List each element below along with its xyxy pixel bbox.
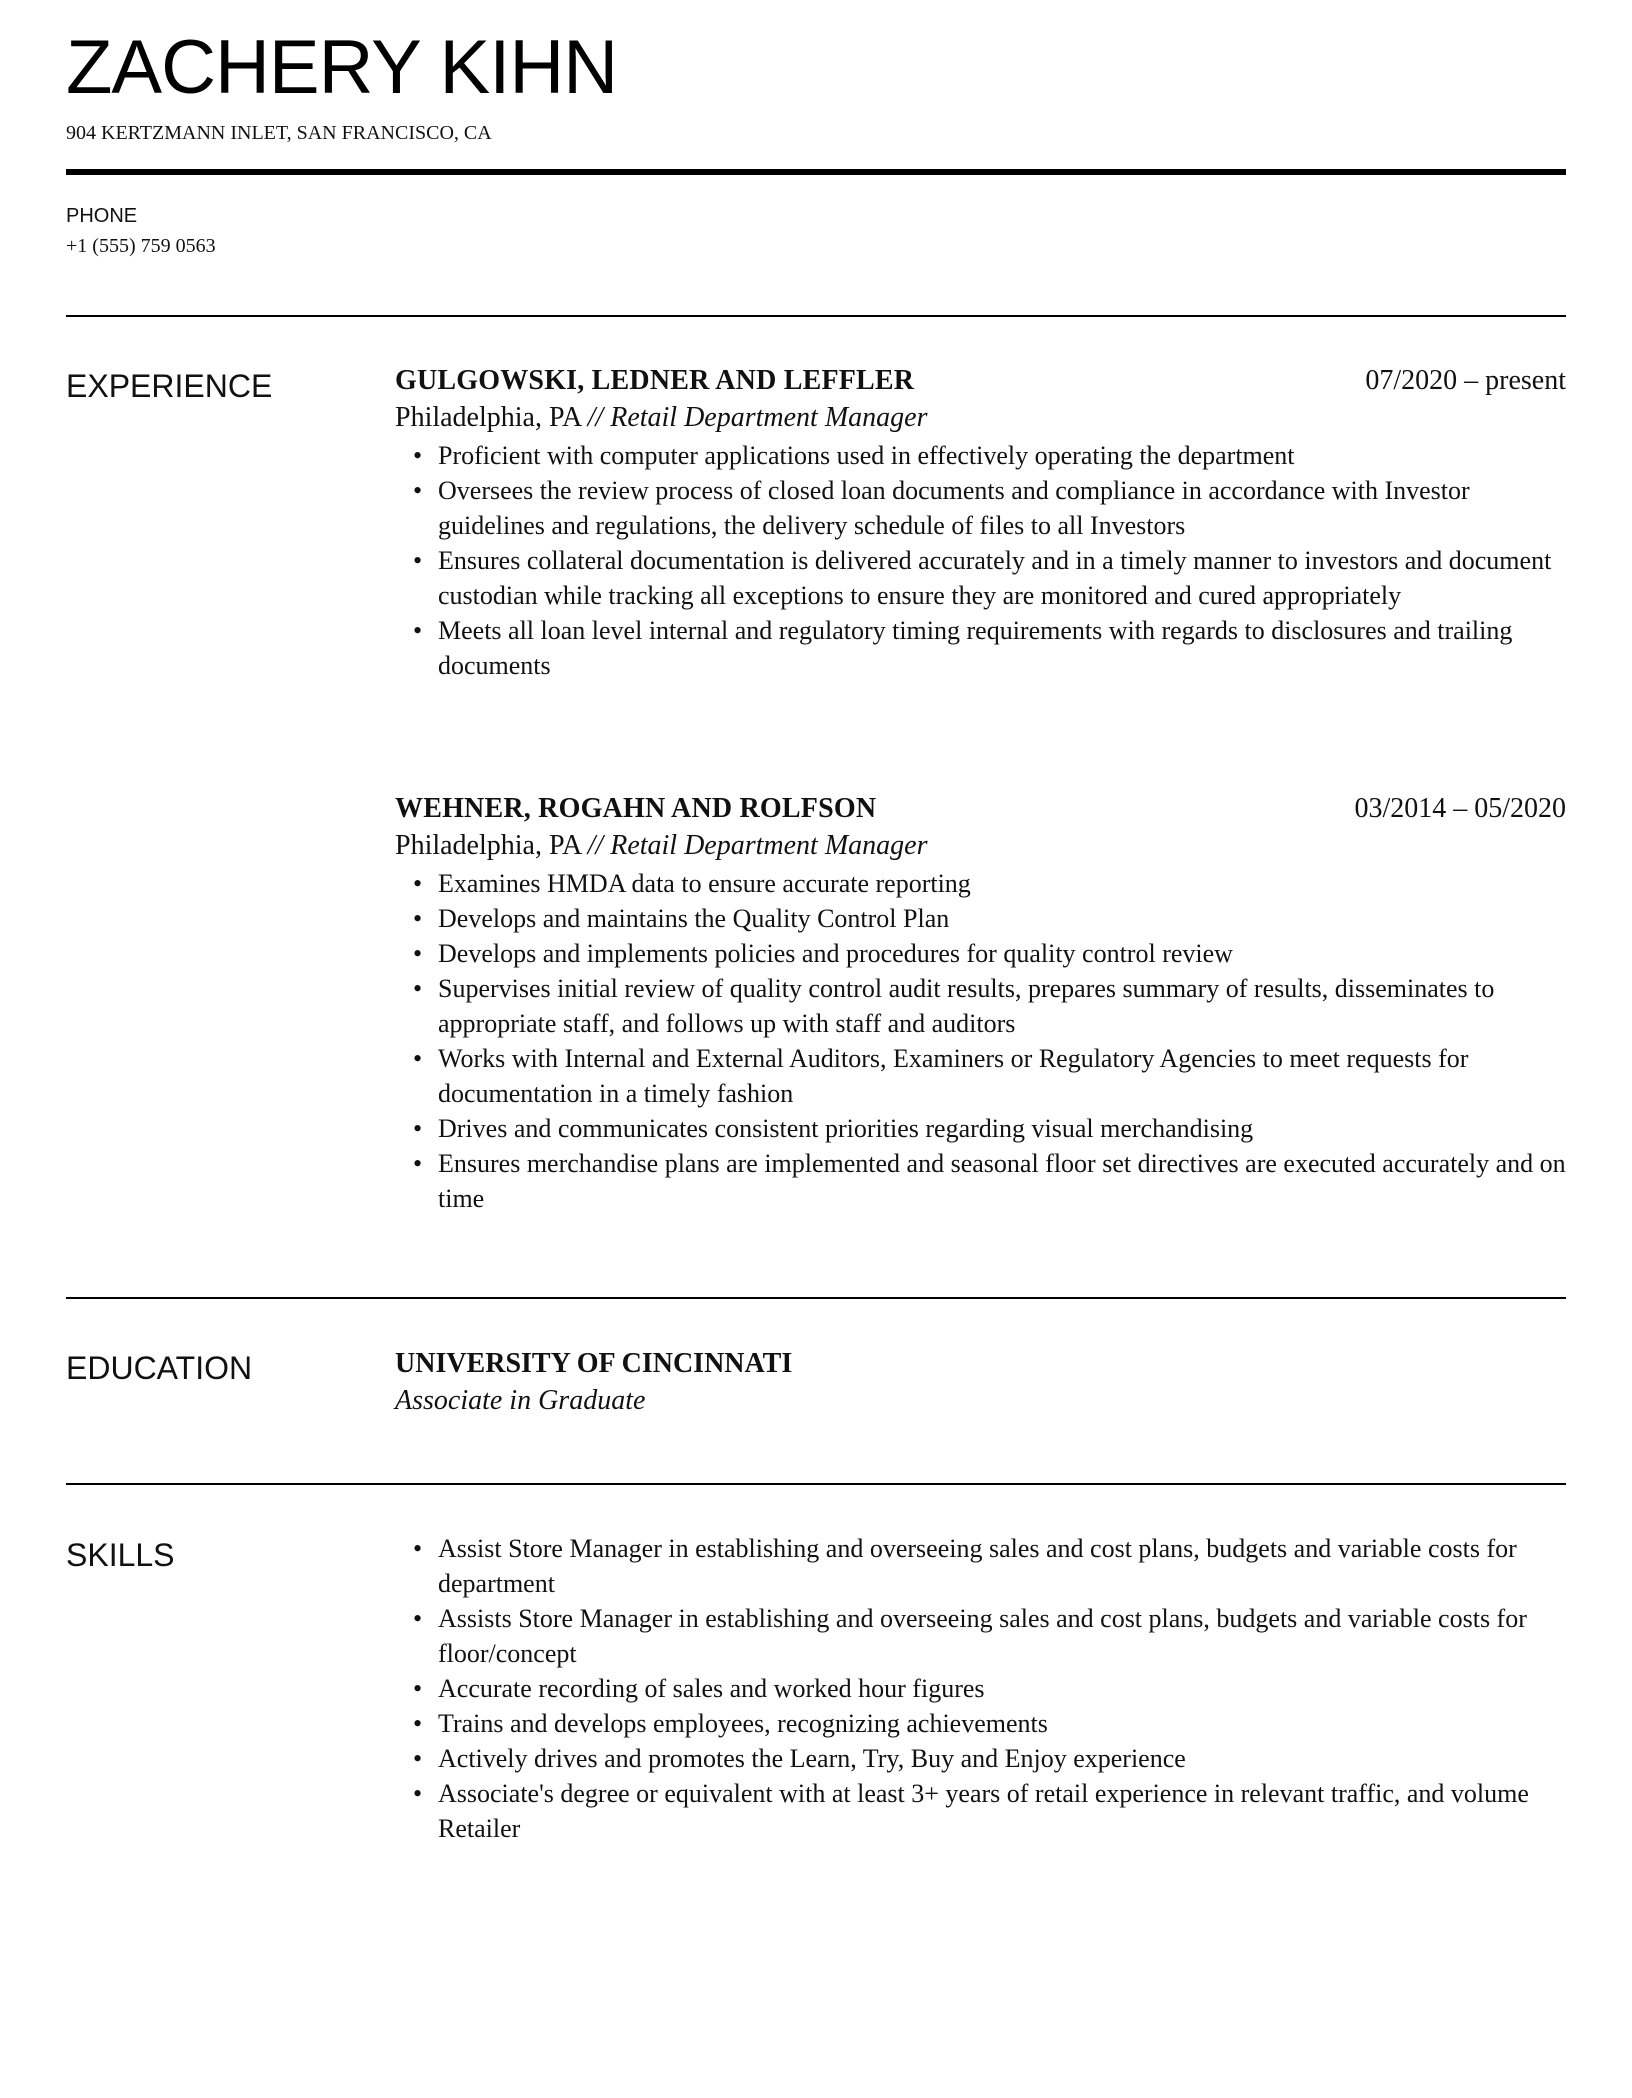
bullet-text: Drives and communicates consistent priorities regarding visual merchandising — [438, 1114, 1254, 1143]
phone-label: PHONE — [66, 205, 138, 227]
bullet-icon: • — [413, 1779, 423, 1808]
skill-text: Trains and develops employees, recognizing achievements — [438, 1709, 1048, 1738]
skill-text: Assist Store Manager in establishing and overseeing sales and cost plans, budgets and variable costs for department — [438, 1534, 1517, 1598]
candidate-address: 904 KERTZMANN INLET, SAN FRANCISCO, CA — [66, 122, 492, 144]
bullet-icon: • — [413, 616, 423, 645]
list-item — [395, 1671, 1566, 1706]
job-entry — [395, 791, 1566, 1216]
job-dates: 03/2014 – 05/2020 — [1354, 793, 1566, 824]
list-item — [395, 1111, 1566, 1146]
bullet-text: Ensures collateral documentation is delivered accurately and in a timely manner to investors and document custodian while tracking all exceptions to ensure they are monitored and cured appropriately — [438, 546, 1552, 610]
skill-text: Associate's degree or equivalent with at least 3+ years of retail experience in relevant traffic, and volume Retailer — [438, 1779, 1529, 1843]
skills-entry — [395, 1531, 1566, 1846]
list-item — [395, 438, 1566, 473]
job-location-role — [395, 398, 1566, 438]
bullet-icon: • — [413, 904, 423, 933]
job-separator: // — [587, 830, 604, 861]
job-entry — [395, 363, 1566, 683]
job-separator: // — [587, 402, 604, 433]
bullet-icon: • — [413, 1044, 423, 1073]
list-item — [395, 936, 1566, 971]
job-location-role — [395, 826, 1566, 866]
bullet-icon: • — [413, 1534, 423, 1563]
bullet-text: Examines HMDA data to ensure accurate reporting — [438, 869, 971, 898]
job-header — [395, 363, 1566, 398]
bullet-text: Supervises initial review of quality control audit results, prepares summary of results, disseminates to appropriate staff, and follows up with staff and auditors — [438, 974, 1495, 1038]
list-item — [395, 1706, 1566, 1741]
list-item — [395, 1776, 1566, 1846]
section-divider — [66, 1483, 1566, 1485]
list-item — [395, 1741, 1566, 1776]
education-heading: EDUCATION — [66, 1350, 253, 1386]
bullet-icon: • — [413, 1744, 423, 1773]
bullet-text: Oversees the review process of closed loan documents and compliance in accordance with Investor guidelines and regulations, the delivery schedule of files to all Investors — [438, 476, 1470, 540]
job-role: Retail Department Manager — [610, 402, 928, 433]
bullet-icon: • — [413, 974, 423, 1003]
list-item — [395, 1531, 1566, 1601]
skills-heading: SKILLS — [66, 1537, 175, 1573]
bullet-text: Works with Internal and External Auditors, Examiners or Regulatory Agencies to meet requests for documentation in a timely fashion — [438, 1044, 1469, 1108]
bullet-icon: • — [413, 869, 423, 898]
job-role: Retail Department Manager — [610, 830, 928, 861]
bullet-text: Meets all loan level internal and regulatory timing requirements with regards to disclosures and trailing documents — [438, 616, 1513, 680]
bullet-icon: • — [413, 1604, 423, 1633]
list-item — [395, 1146, 1566, 1216]
job-bullet-list — [395, 866, 1566, 1216]
education-degree: Associate in Graduate — [395, 1385, 646, 1416]
bullet-icon: • — [413, 546, 423, 575]
bullet-icon: • — [413, 476, 423, 505]
education-entry — [395, 1346, 1566, 1421]
list-item — [395, 473, 1566, 543]
bullet-icon: • — [413, 939, 423, 968]
bullet-text: Proficient with computer applications used in effectively operating the department — [438, 441, 1295, 470]
bullet-icon: • — [413, 1674, 423, 1703]
list-item — [395, 866, 1566, 901]
list-item — [395, 543, 1566, 613]
job-company: GULGOWSKI, LEDNER AND LEFFLER — [395, 365, 915, 396]
list-item — [395, 1041, 1566, 1111]
list-item — [395, 901, 1566, 936]
job-location: Philadelphia, PA — [395, 402, 581, 433]
bullet-icon: • — [413, 441, 423, 470]
bullet-icon: • — [413, 1149, 423, 1178]
skill-text: Assists Store Manager in establishing and overseeing sales and cost plans, budgets and variable costs for floor/concept — [438, 1604, 1527, 1668]
phone-number: +1 (555) 759 0563 — [66, 235, 216, 257]
skill-text: Actively drives and promotes the Learn, Try, Buy and Enjoy experience — [438, 1744, 1186, 1773]
job-bullet-list — [395, 438, 1566, 683]
list-item — [395, 613, 1566, 683]
bullet-text: Develops and implements policies and procedures for quality control review — [438, 939, 1233, 968]
bullet-icon: • — [413, 1114, 423, 1143]
skills-list — [395, 1531, 1566, 1846]
job-dates: 07/2020 – present — [1365, 365, 1566, 396]
skill-text: Accurate recording of sales and worked hour figures — [438, 1674, 985, 1703]
section-divider — [66, 315, 1566, 317]
experience-heading: EXPERIENCE — [66, 368, 273, 404]
bullet-text: Develops and maintains the Quality Control Plan — [438, 904, 950, 933]
header-divider — [66, 169, 1566, 175]
job-header — [395, 791, 1566, 826]
list-item — [395, 1601, 1566, 1671]
job-company: WEHNER, ROGAHN AND ROLFSON — [395, 793, 877, 824]
bullet-text: Ensures merchandise plans are implemented and seasonal floor set directives are executed accurately and on time — [438, 1149, 1566, 1213]
education-school: UNIVERSITY OF CINCINNATI — [395, 1348, 793, 1379]
section-divider — [66, 1297, 1566, 1299]
bullet-icon: • — [413, 1709, 423, 1738]
job-location: Philadelphia, PA — [395, 830, 581, 861]
list-item — [395, 971, 1566, 1041]
candidate-name: ZACHERY KIHN — [66, 25, 618, 110]
